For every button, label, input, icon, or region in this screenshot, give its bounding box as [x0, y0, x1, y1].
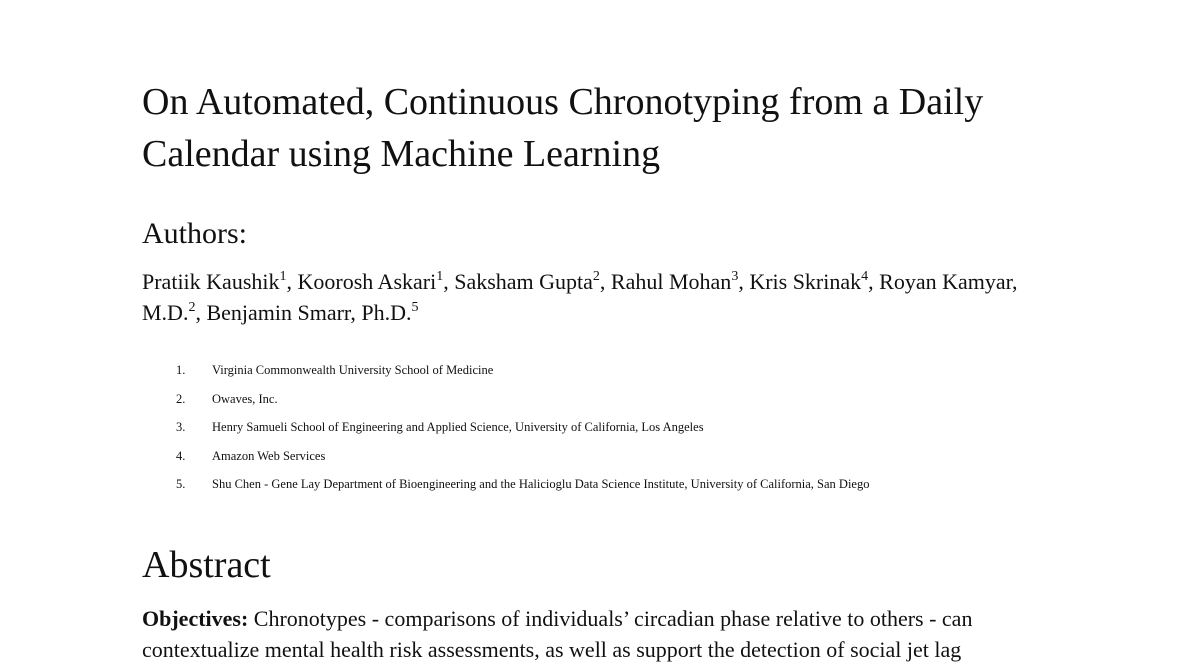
- affiliation-item: [176, 385, 869, 414]
- objectives-text: Chronotypes - comparisons of individuals’ circadian phase relative to others - can contextualize mental health risk assessments, as well as support the detection of social jet lag: [142, 606, 973, 662]
- affiliation-item: [176, 470, 869, 499]
- author-name: Kris Skrinak: [749, 269, 862, 294]
- author-separator: ,: [286, 269, 298, 294]
- affiliation-item: [176, 442, 869, 471]
- affiliation-number: 4.: [176, 448, 186, 463]
- author-name: Rahul Mohan: [610, 269, 732, 294]
- affiliation-item: [176, 356, 869, 385]
- author-name: Koorosh Askari: [297, 269, 437, 294]
- author-name: Saksham Gupta: [454, 269, 593, 294]
- objectives-label: Objectives:: [142, 606, 249, 631]
- paper-title: On Automated, Continuous Chronotyping from a Daily Calendar using Machine Learning: [142, 81, 984, 175]
- abstract-objectives-paragraph: [142, 603, 1042, 665]
- author-separator: ,: [599, 269, 611, 294]
- affiliation-number: 3.: [176, 420, 186, 434]
- author-list: [142, 266, 1022, 328]
- affiliation-list: [176, 356, 869, 499]
- affiliation-number: 5.: [176, 477, 186, 491]
- author-name: Pratiik Kaushik: [142, 269, 280, 294]
- author-name: Benjamin Smarr, Ph.D.: [206, 300, 412, 325]
- affiliation-text: Henry Samueli School of Engineering and Applied Science, University of California, Los Angeles: [212, 420, 704, 434]
- author-affiliation-number: 3: [731, 268, 739, 284]
- author-affiliation-number: 5: [411, 299, 419, 315]
- affiliation-number: 1.: [176, 363, 186, 377]
- author-separator: ,: [738, 269, 750, 294]
- author-affiliation-number: 1: [279, 268, 287, 284]
- author-affiliation-number: 4: [861, 268, 869, 284]
- abstract-heading: Abstract: [142, 544, 271, 586]
- author-affiliation-number: 2: [592, 268, 600, 284]
- author-separator: ,: [868, 269, 880, 294]
- author-separator: ,: [195, 300, 207, 325]
- author-affiliation-number: 2: [188, 299, 196, 315]
- author-affiliation-number: 1: [436, 268, 444, 284]
- affiliation-item: [176, 413, 869, 442]
- authors-heading: Authors:: [142, 217, 247, 250]
- affiliation-text: Virginia Commonwealth University School of Medicine: [212, 363, 494, 377]
- author-name: Royan Kamyar, M.D.: [142, 269, 1018, 325]
- affiliation-number: 2.: [176, 391, 186, 406]
- author-separator: ,: [443, 269, 455, 294]
- affiliation-text: Owaves, Inc.: [212, 391, 278, 406]
- affiliation-text: Shu Chen - Gene Lay Department of Bioengineering and the Halicioglu Data Science Institute, University of California, San Diego: [212, 477, 870, 491]
- affiliation-text: Amazon Web Services: [212, 448, 326, 463]
